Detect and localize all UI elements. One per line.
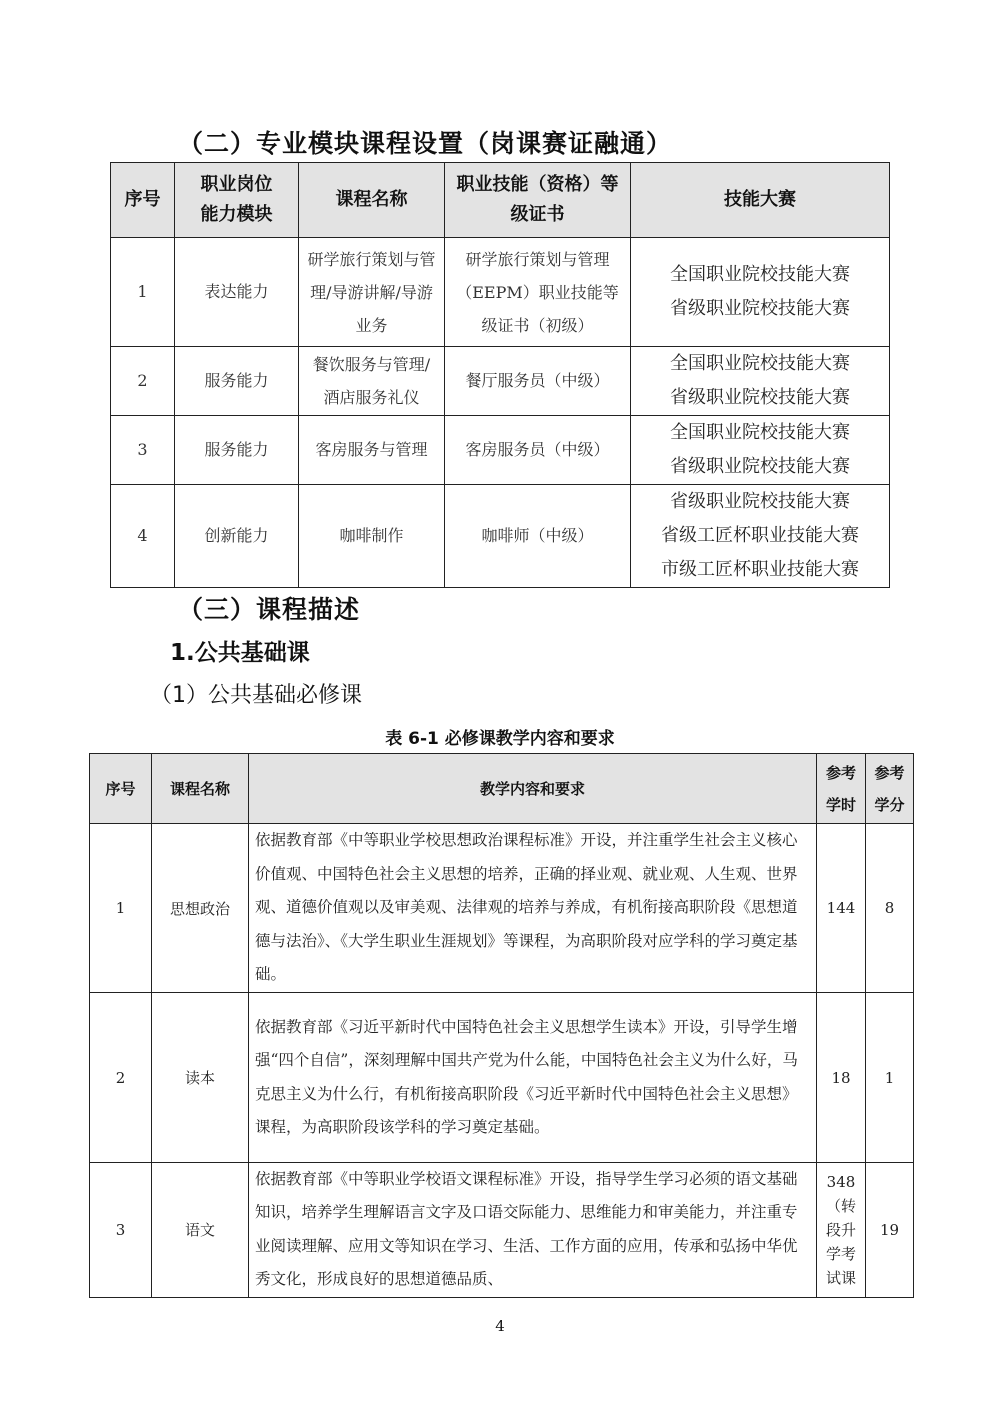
table-caption: 表 6-1 必修课教学内容和要求 [385,729,615,749]
table-row [111,485,890,588]
header-course: 课程名称 [299,163,445,238]
row-contests [631,416,890,485]
row-no: 1 [90,824,152,993]
row-content: 依据教育部《中等职业学校语文课程标准》开设，指导学生学习必须的语文基础知识，培养学生理解语言文字及口语交际能力、思维能力和审美能力，并注重专业阅读理解、应用文等知识在学习、生活、工作方面的应用，传承和弘扬中华优秀文化，形成良好的思想道德品质、 [249,1163,817,1298]
row-contests [631,238,890,347]
row-credits: 19 [866,1163,914,1298]
contest-item: 全国职业院校技能大赛 [670,422,850,443]
table-row [111,416,890,485]
contest-item: 省级职业院校技能大赛 [670,456,850,477]
row-module: 服务能力 [175,416,299,485]
header-content: 教学内容和要求 [249,754,817,824]
table-row [111,238,890,347]
row-course: 语文 [152,1163,249,1298]
row-no: 3 [111,416,175,485]
table-row [90,993,914,1163]
row-no: 4 [111,485,175,588]
row-contests [631,485,890,588]
contest-item: 市级工匠杯职业技能大赛 [661,559,859,580]
contest-item: 省级职业院校技能大赛 [670,387,850,408]
contest-item: 省级工匠杯职业技能大赛 [661,525,859,546]
row-module: 创新能力 [175,485,299,588]
section-title-module-courses: （二）专业模块课程设置（岗课赛证融通） [178,129,673,158]
table-header-row [90,754,914,824]
row-no: 2 [90,993,152,1163]
row-course: 思想政治 [152,824,249,993]
header-module: 职业岗位能力模块 [175,163,299,238]
row-course: 读本 [152,993,249,1163]
header-contest: 技能大赛 [631,163,890,238]
row-no: 3 [90,1163,152,1298]
row-cert: 客房服务员（中级） [445,416,631,485]
row-module: 服务能力 [175,347,299,416]
header-cert: 职业技能（资格）等级证书 [445,163,631,238]
subsection-title-required: （1）公共基础必修课 [150,683,362,708]
row-cert: 研学旅行策划与管理（EEPM）职业技能等级证书（初级） [445,238,631,347]
required-course-table [89,753,914,1298]
row-hours: 144 [817,824,866,993]
row-module: 表达能力 [175,238,299,347]
header-no: 序号 [90,754,152,824]
row-no: 2 [111,347,175,416]
contest-item: 省级职业院校技能大赛 [670,298,850,319]
header-hours: 参考学时 [817,754,866,824]
contest-item: 全国职业院校技能大赛 [670,264,850,285]
module-course-table [110,162,890,588]
row-contests [631,347,890,416]
row-cert: 咖啡师（中级） [445,485,631,588]
table-row [90,1163,914,1298]
page-number: 4 [495,1317,505,1335]
row-course: 咖啡制作 [299,485,445,588]
row-content: 依据教育部《中等职业学校思想政治课程标准》开设，并注重学生社会主义核心价值观、中国特色社会主义思想的培养，正确的择业观、就业观、人生观、世界观、道德价值观以及审美观、法律观的培养与养成，有机衔接高职阶段《思想道德与法治》、《大学生职业生涯规划》等课程，为高职阶段对应学科的学习奠定基础。 [249,824,817,993]
row-hours: 348（转段升学考试课 [817,1163,866,1298]
header-course: 课程名称 [152,754,249,824]
row-cert: 餐厅服务员（中级） [445,347,631,416]
subsection-title-public-basic: 1.公共基础课 [170,640,310,666]
row-course: 餐饮服务与管理/酒店服务礼仪 [299,347,445,416]
row-no: 1 [111,238,175,347]
section-title-course-description: （三）课程描述 [178,595,361,624]
table-row [90,824,914,993]
row-course: 客房服务与管理 [299,416,445,485]
row-content: 依据教育部《习近平新时代中国特色社会主义思想学生读本》开设，引导学生增强“四个自信”，深刻理解中国共产党为什么能，中国特色社会主义为什么好，马克思主义为什么行，有机衔接高职阶段《习近平新时代中国特色社会主义思想》课程，为高职阶段该学科的学习奠定基础。 [249,993,817,1163]
row-hours: 18 [817,993,866,1163]
row-course: 研学旅行策划与管理/导游讲解/导游业务 [299,238,445,347]
table-row [111,347,890,416]
row-credits: 8 [866,824,914,993]
row-credits: 1 [866,993,914,1163]
contest-item: 全国职业院校技能大赛 [670,353,850,374]
header-no: 序号 [111,163,175,238]
header-credits: 参考学分 [866,754,914,824]
table-header-row [111,163,890,238]
contest-item: 省级职业院校技能大赛 [670,491,850,512]
